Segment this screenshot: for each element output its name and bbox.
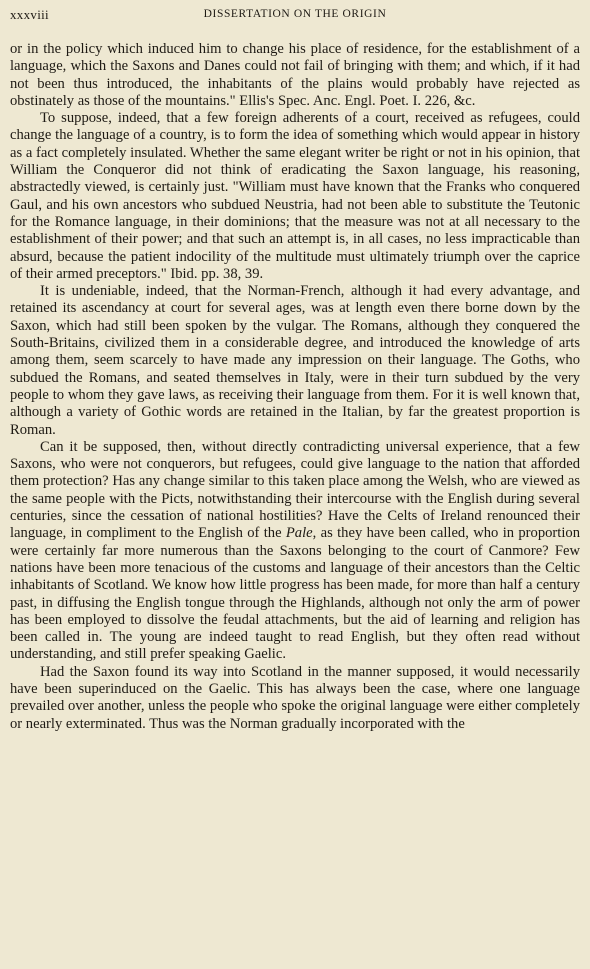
running-title: DISSERTATION ON THE ORIGIN: [203, 8, 387, 20]
italic-term: Pale: [285, 525, 313, 542]
page-number: xxxviii: [10, 7, 49, 22]
paragraph-saxon-scotland: Had the Saxon found its way into Scotland in the manner supposed, it would necessarily have been superinduced on the Gaelic. This has always been the case, where one language prevailed over another, unless the people who spoke the original language were either completely or nearly exterminated. Thus was the Norman gradually incorporated with the: [10, 663, 580, 732]
paragraph-text-part: Can it be supposed, then, without directly contradicting universal experience, that a few Saxons, who were not conquerors, but refugees, could give language to the nation that afforded them protection? Has any change similar to this taken place among the Welsh, who are viewed as the same people with the Picts, notwithstanding their intercourse with the English during several centuries, since the cessation of national hostilities? Have the Celts of Ireland renounced their language, in compliment to the English of the: [10, 438, 580, 542]
paragraph-text-part: , as they have been called, who in proportion were certainly far more numerous than the Saxons belonging to the court of Canmore? Few nations have been more tenacious of the customs and language of their ancestors than the Celtic inhabitants of Scotland. We know how little progress has been made, for more than half a century past, in diffusing the English tongue through the Highlands, although not only the arm of power has been employed to dissolve the feudal attachments, but the aid of learning and religion has been called in. The young are indeed taught to read English, but they often read without understanding, and still prefer speaking Gaelic.: [10, 525, 580, 663]
paragraph-saxons-question: [10, 439, 580, 664]
paragraph-continuation: or in the policy which induced him to change his place of residence, for the establishment of a language, which the Saxons and Danes could not fail of bringing with them; and which, if it had not been thus introduced, the inhabitants of the plains would probably have rejected as obstinately as those of the mountains." Ellis's Spec. Anc. Engl. Poet. I. 226, &c.: [10, 41, 580, 109]
paragraph-refugees: To suppose, indeed, that a few foreign adherents of a court, received as refugees, could change the language of a country, is to form the idea of something which would appear in history as a fact completely insulated. Whether the same elegant writer be right or not in his opinion, that William the Conqueror did not think of eradicating the Saxon language, his reasoning, abstractedly viewed, is certainly just. "William must have known that the Franks who conquered Gaul, and his own ancestors who subdued Neustria, had not been able to substitute the Teutonic for the Romance language, in their dominions; that the measure was not at all necessary to the establishment of their power; and that such an attempt is, in all cases, no less impracticable than absurd, because the patient indocility of the multitude must ultimately triumph over the caprice of their armed preceptors." Ibid. pp. 38, 39.: [10, 110, 580, 282]
body-text: [10, 41, 580, 733]
running-header: [10, 4, 580, 26]
paragraph-norman-french: It is undeniable, indeed, that the Norman-French, although it had every advantage, and retained its ascendancy at court for several ages, was at length even there borne down by the Saxon, which had still been spoken by the vulgar. The Romans, although they conquered the South-Britains, civilized them in a considerable degree, and introduced the knowledge of arts among them, seem scarcely to have made any impression on their language. The Goths, who subdued the Romans, and seated themselves in Italy, were in their turn subdued by the very people to whom they gave laws, as receiving their language from them. For it is well known that, although a variety of Gothic words are retained in the Italian, by far the greatest proportion is Roman.: [10, 283, 580, 438]
